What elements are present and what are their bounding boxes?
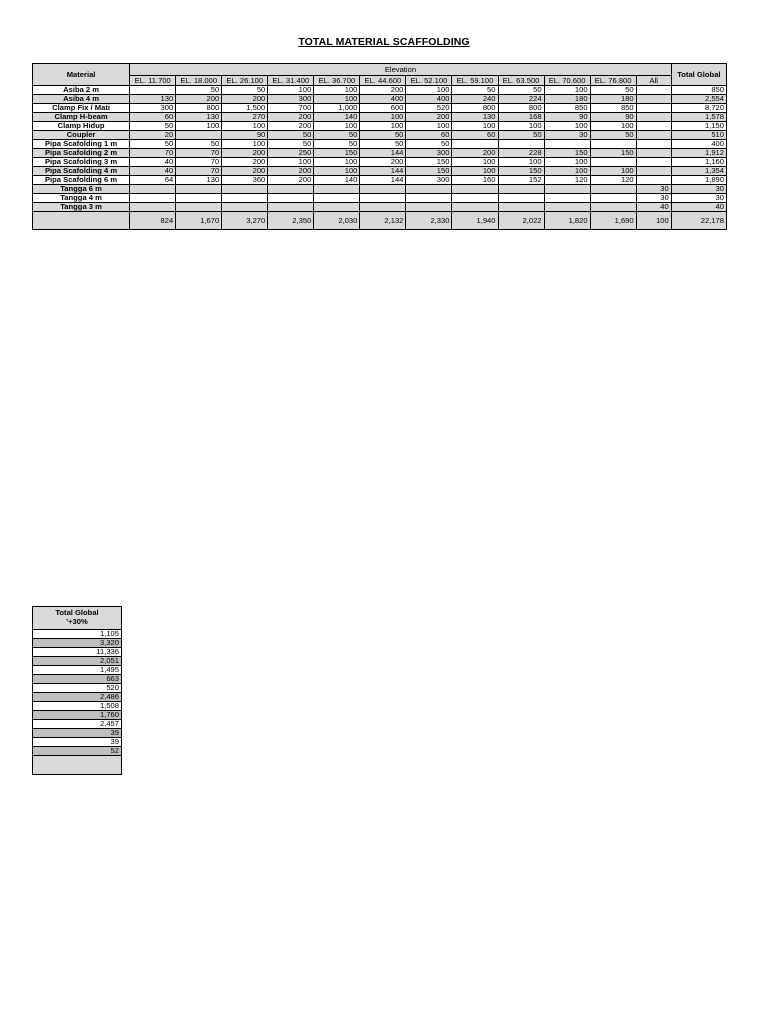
- total-plus-30-cell: 1,105: [33, 630, 122, 639]
- quantity-cell: [544, 194, 590, 203]
- quantity-cell: 60: [452, 131, 498, 140]
- grand-total-cell: 22,178: [671, 212, 726, 230]
- quantity-cell: 700: [268, 104, 314, 113]
- quantity-cell: 200: [222, 95, 268, 104]
- quantity-cell: 168: [498, 113, 544, 122]
- elevation-column-header: EL. 63.500: [498, 76, 544, 86]
- material-name: Asiba 4 m: [33, 95, 130, 104]
- quantity-cell: 50: [590, 86, 636, 95]
- quantity-cell: [406, 185, 452, 194]
- elevation-column-header: EL. 76.800: [590, 76, 636, 86]
- quantity-cell: [406, 203, 452, 212]
- blank-row: [33, 756, 122, 775]
- elevation-column-header: EL. 26.100: [222, 76, 268, 86]
- quantity-cell: [360, 203, 406, 212]
- quantity-cell: 200: [360, 158, 406, 167]
- table-row: [33, 639, 122, 648]
- total-plus-30-table: [32, 606, 122, 775]
- total-plus-30-cell: 2,457: [33, 720, 122, 729]
- row-total-cell: 2,554: [671, 95, 726, 104]
- quantity-cell: 100: [268, 158, 314, 167]
- blank-cell: [33, 756, 122, 775]
- quantity-cell: 30: [636, 185, 671, 194]
- quantity-cell: 90: [590, 113, 636, 122]
- total-plus-30-cell: 1,760: [33, 711, 122, 720]
- quantity-cell: 30: [636, 194, 671, 203]
- quantity-cell: [130, 203, 176, 212]
- quantity-cell: 60: [406, 131, 452, 140]
- total-plus-30-cell: 11,336: [33, 648, 122, 657]
- quantity-cell: 150: [590, 149, 636, 158]
- quantity-cell: [452, 203, 498, 212]
- total-plus-30-cell: 39: [33, 738, 122, 747]
- table-row: [33, 167, 727, 176]
- table-row: [33, 203, 727, 212]
- column-total-cell: 2,132: [360, 212, 406, 230]
- quantity-cell: 50: [130, 140, 176, 149]
- quantity-cell: [636, 86, 671, 95]
- total-plus-30-cell: 1,495: [33, 666, 122, 675]
- quantity-cell: 90: [544, 113, 590, 122]
- quantity-cell: [498, 203, 544, 212]
- quantity-cell: 40: [636, 203, 671, 212]
- quantity-cell: 140: [314, 113, 360, 122]
- quantity-cell: 200: [268, 176, 314, 185]
- quantity-cell: 50: [406, 140, 452, 149]
- quantity-cell: [498, 140, 544, 149]
- row-total-cell: 400: [671, 140, 726, 149]
- quantity-cell: 100: [314, 122, 360, 131]
- table-row: [33, 657, 122, 666]
- quantity-cell: [268, 203, 314, 212]
- quantity-cell: [636, 140, 671, 149]
- quantity-cell: 1,500: [222, 104, 268, 113]
- header-line-2: '+30%: [66, 617, 88, 626]
- quantity-cell: 70: [176, 158, 222, 167]
- elevation-column-header: EL. 70.600: [544, 76, 590, 86]
- quantity-cell: [176, 131, 222, 140]
- table-row: [33, 104, 727, 113]
- quantity-cell: 100: [360, 113, 406, 122]
- elevation-header: Elevation: [130, 64, 672, 76]
- quantity-cell: [130, 185, 176, 194]
- quantity-cell: [590, 185, 636, 194]
- quantity-cell: [636, 113, 671, 122]
- quantity-cell: 50: [498, 86, 544, 95]
- table-row: [33, 158, 727, 167]
- quantity-cell: 200: [222, 149, 268, 158]
- total-plus-30-cell: 39: [33, 729, 122, 738]
- quantity-cell: 40: [130, 167, 176, 176]
- total-plus-30-cell: 2,051: [33, 657, 122, 666]
- table-row: [33, 630, 122, 639]
- page-title: TOTAL MATERIAL SCAFFOLDING: [298, 36, 470, 48]
- table-row: [33, 666, 122, 675]
- column-total-cell: 2,022: [498, 212, 544, 230]
- quantity-cell: 50: [360, 140, 406, 149]
- table-row: [33, 693, 122, 702]
- quantity-cell: [360, 185, 406, 194]
- material-header: Material: [33, 64, 130, 86]
- total-plus-30-cell: 52: [33, 747, 122, 756]
- material-name: Clamp Fix / Mati: [33, 104, 130, 113]
- quantity-cell: 100: [314, 167, 360, 176]
- quantity-cell: 150: [406, 167, 452, 176]
- quantity-cell: 144: [360, 149, 406, 158]
- elevation-column-header: EL. 36.700: [314, 76, 360, 86]
- table-row: [33, 711, 122, 720]
- quantity-cell: 100: [452, 122, 498, 131]
- column-total-cell: 1,690: [590, 212, 636, 230]
- table-row: [33, 684, 122, 693]
- quantity-cell: 100: [406, 122, 452, 131]
- material-name: Pipa Scafolding 2 m: [33, 149, 130, 158]
- quantity-cell: 140: [314, 176, 360, 185]
- material-name: Tangga 4 m: [33, 194, 130, 203]
- material-name: Pipa Scafolding 1 m: [33, 140, 130, 149]
- quantity-cell: 150: [498, 167, 544, 176]
- quantity-cell: 100: [314, 86, 360, 95]
- quantity-cell: 50: [314, 131, 360, 140]
- quantity-cell: 64: [130, 176, 176, 185]
- row-total-cell: 1,890: [671, 176, 726, 185]
- quantity-cell: 200: [222, 158, 268, 167]
- quantity-cell: 100: [268, 86, 314, 95]
- quantity-cell: 50: [176, 140, 222, 149]
- total-plus-30-cell: 2,486: [33, 693, 122, 702]
- quantity-cell: 240: [452, 95, 498, 104]
- material-name: Pipa Scafolding 6 m: [33, 176, 130, 185]
- table-row: [33, 113, 727, 122]
- quantity-cell: 50: [314, 140, 360, 149]
- quantity-cell: 50: [130, 122, 176, 131]
- quantity-cell: 144: [360, 176, 406, 185]
- quantity-cell: 100: [590, 122, 636, 131]
- quantity-cell: 100: [544, 86, 590, 95]
- quantity-cell: 200: [268, 122, 314, 131]
- quantity-cell: [636, 122, 671, 131]
- material-name: Coupler: [33, 131, 130, 140]
- quantity-cell: [360, 194, 406, 203]
- quantity-cell: 120: [590, 176, 636, 185]
- quantity-cell: [452, 194, 498, 203]
- quantity-cell: 100: [222, 122, 268, 131]
- total-plus-30-cell: 520: [33, 684, 122, 693]
- quantity-cell: 400: [360, 95, 406, 104]
- quantity-cell: 850: [544, 104, 590, 113]
- elevation-column-header: EL. 18.000: [176, 76, 222, 86]
- quantity-cell: 100: [590, 167, 636, 176]
- table-row: [33, 140, 727, 149]
- elevation-column-header: EL. 44.600: [360, 76, 406, 86]
- row-total-cell: 1,150: [671, 122, 726, 131]
- quantity-cell: 20: [130, 131, 176, 140]
- quantity-cell: 152: [498, 176, 544, 185]
- row-total-cell: 30: [671, 185, 726, 194]
- quantity-cell: 100: [452, 158, 498, 167]
- table-row: [33, 720, 122, 729]
- quantity-cell: 60: [130, 113, 176, 122]
- quantity-cell: [130, 86, 176, 95]
- elevation-column-header: All: [636, 76, 671, 86]
- material-name: Asiba 2 m: [33, 86, 130, 95]
- quantity-cell: 800: [498, 104, 544, 113]
- quantity-cell: 600: [360, 104, 406, 113]
- quantity-cell: 130: [176, 176, 222, 185]
- material-name: Clamp Hidup: [33, 122, 130, 131]
- row-total-cell: 30: [671, 194, 726, 203]
- row-total-cell: 850: [671, 86, 726, 95]
- quantity-cell: 520: [406, 104, 452, 113]
- quantity-cell: [544, 185, 590, 194]
- quantity-cell: [130, 194, 176, 203]
- table-row: [33, 122, 727, 131]
- quantity-cell: [314, 185, 360, 194]
- quantity-cell: [452, 185, 498, 194]
- quantity-cell: 200: [268, 113, 314, 122]
- quantity-cell: 120: [544, 176, 590, 185]
- row-total-cell: 510: [671, 131, 726, 140]
- quantity-cell: [636, 176, 671, 185]
- quantity-cell: 270: [222, 113, 268, 122]
- column-total-cell: 1,820: [544, 212, 590, 230]
- quantity-cell: [590, 203, 636, 212]
- total-plus-30-cell: 1,508: [33, 702, 122, 711]
- table-row: [33, 86, 727, 95]
- quantity-cell: 100: [222, 140, 268, 149]
- table-row: [33, 648, 122, 657]
- quantity-cell: 130: [130, 95, 176, 104]
- quantity-cell: 50: [176, 86, 222, 95]
- elevation-column-header: EL. 52.100: [406, 76, 452, 86]
- column-total-cell: 2,330: [406, 212, 452, 230]
- quantity-cell: 150: [314, 149, 360, 158]
- quantity-cell: [636, 167, 671, 176]
- quantity-cell: 250: [268, 149, 314, 158]
- table-row: [33, 675, 122, 684]
- row-total-cell: 1,354: [671, 167, 726, 176]
- quantity-cell: 150: [406, 158, 452, 167]
- quantity-cell: [268, 194, 314, 203]
- quantity-cell: [314, 194, 360, 203]
- row-total-cell: 8,720: [671, 104, 726, 113]
- quantity-cell: [176, 194, 222, 203]
- quantity-cell: [590, 158, 636, 167]
- quantity-cell: 130: [452, 113, 498, 122]
- quantity-cell: 150: [544, 149, 590, 158]
- quantity-cell: 40: [130, 158, 176, 167]
- quantity-cell: [636, 149, 671, 158]
- quantity-cell: [406, 194, 452, 203]
- table-row: [33, 738, 122, 747]
- quantity-cell: 400: [406, 95, 452, 104]
- totals-row: [33, 212, 727, 230]
- quantity-cell: 200: [176, 95, 222, 104]
- quantity-cell: [636, 158, 671, 167]
- column-total-cell: 2,030: [314, 212, 360, 230]
- quantity-cell: [176, 185, 222, 194]
- quantity-cell: 180: [590, 95, 636, 104]
- quantity-cell: 224: [498, 95, 544, 104]
- quantity-cell: 200: [406, 113, 452, 122]
- quantity-cell: [544, 203, 590, 212]
- table-row: [33, 729, 122, 738]
- quantity-cell: 100: [544, 158, 590, 167]
- quantity-cell: 300: [406, 176, 452, 185]
- quantity-cell: 70: [176, 149, 222, 158]
- quantity-cell: 300: [406, 149, 452, 158]
- table-row: [33, 194, 727, 203]
- quantity-cell: 50: [222, 86, 268, 95]
- quantity-cell: 200: [360, 86, 406, 95]
- table-row: [33, 149, 727, 158]
- quantity-cell: [590, 140, 636, 149]
- table-row: [33, 176, 727, 185]
- quantity-cell: [590, 194, 636, 203]
- elevation-column-header: EL. 11.700: [130, 76, 176, 86]
- quantity-cell: [268, 185, 314, 194]
- quantity-cell: 50: [590, 131, 636, 140]
- quantity-cell: 200: [452, 149, 498, 158]
- table-row: [33, 95, 727, 104]
- quantity-cell: [222, 203, 268, 212]
- quantity-cell: 100: [314, 158, 360, 167]
- row-total-cell: 1,160: [671, 158, 726, 167]
- elevation-column-header: EL. 59.100: [452, 76, 498, 86]
- quantity-cell: 800: [176, 104, 222, 113]
- column-total-cell: 3,270: [222, 212, 268, 230]
- quantity-cell: 100: [452, 167, 498, 176]
- quantity-cell: 90: [222, 131, 268, 140]
- quantity-cell: [222, 194, 268, 203]
- quantity-cell: 70: [130, 149, 176, 158]
- quantity-cell: [452, 140, 498, 149]
- quantity-cell: [544, 140, 590, 149]
- quantity-cell: 50: [498, 131, 544, 140]
- quantity-cell: [176, 203, 222, 212]
- quantity-cell: [314, 203, 360, 212]
- quantity-cell: 100: [406, 86, 452, 95]
- quantity-cell: 144: [360, 167, 406, 176]
- elevation-column-header: EL. 31.400: [268, 76, 314, 86]
- header-line-1: Total Global: [55, 608, 99, 618]
- total-plus-30-cell: 3,320: [33, 639, 122, 648]
- table-row: [33, 185, 727, 194]
- table-row: [33, 131, 727, 140]
- quantity-cell: 100: [544, 167, 590, 176]
- quantity-cell: 100: [176, 122, 222, 131]
- quantity-cell: 50: [452, 86, 498, 95]
- total-plus-30-cell: 663: [33, 675, 122, 684]
- material-name: Clamp H-beam: [33, 113, 130, 122]
- quantity-cell: 50: [360, 131, 406, 140]
- quantity-cell: [636, 104, 671, 113]
- row-total-cell: 1,578: [671, 113, 726, 122]
- column-total-cell: 824: [130, 212, 176, 230]
- quantity-cell: [222, 185, 268, 194]
- quantity-cell: 180: [544, 95, 590, 104]
- table-row: [33, 747, 122, 756]
- column-total-cell: 1,940: [452, 212, 498, 230]
- quantity-cell: [498, 185, 544, 194]
- material-name: Pipa Scafolding 3 m: [33, 158, 130, 167]
- row-total-cell: 40: [671, 203, 726, 212]
- quantity-cell: 100: [498, 122, 544, 131]
- total-global-header: Total Global: [671, 64, 726, 86]
- column-total-cell: 2,350: [268, 212, 314, 230]
- quantity-cell: 100: [544, 122, 590, 131]
- quantity-cell: [636, 95, 671, 104]
- quantity-cell: 160: [452, 176, 498, 185]
- quantity-cell: 100: [498, 158, 544, 167]
- quantity-cell: 100: [314, 95, 360, 104]
- quantity-cell: 50: [268, 140, 314, 149]
- quantity-cell: 300: [268, 95, 314, 104]
- quantity-cell: 70: [176, 167, 222, 176]
- material-name: Pipa Scafolding 4 m: [33, 167, 130, 176]
- total-plus-30-header: [33, 607, 122, 630]
- totals-label-cell: [33, 212, 130, 230]
- column-total-cell: 1,670: [176, 212, 222, 230]
- quantity-cell: 1,000: [314, 104, 360, 113]
- table-row: [33, 702, 122, 711]
- quantity-cell: 100: [360, 122, 406, 131]
- quantity-cell: 200: [222, 167, 268, 176]
- row-total-cell: 1,912: [671, 149, 726, 158]
- material-table: [32, 63, 727, 230]
- column-total-cell: 100: [636, 212, 671, 230]
- quantity-cell: 200: [268, 167, 314, 176]
- quantity-cell: 130: [176, 113, 222, 122]
- quantity-cell: 30: [544, 131, 590, 140]
- quantity-cell: 360: [222, 176, 268, 185]
- quantity-cell: 228: [498, 149, 544, 158]
- quantity-cell: 50: [268, 131, 314, 140]
- quantity-cell: 800: [452, 104, 498, 113]
- quantity-cell: [636, 131, 671, 140]
- quantity-cell: 850: [590, 104, 636, 113]
- material-name: Tangga 3 m: [33, 203, 130, 212]
- material-name: Tangga 6 m: [33, 185, 130, 194]
- quantity-cell: 300: [130, 104, 176, 113]
- quantity-cell: [498, 194, 544, 203]
